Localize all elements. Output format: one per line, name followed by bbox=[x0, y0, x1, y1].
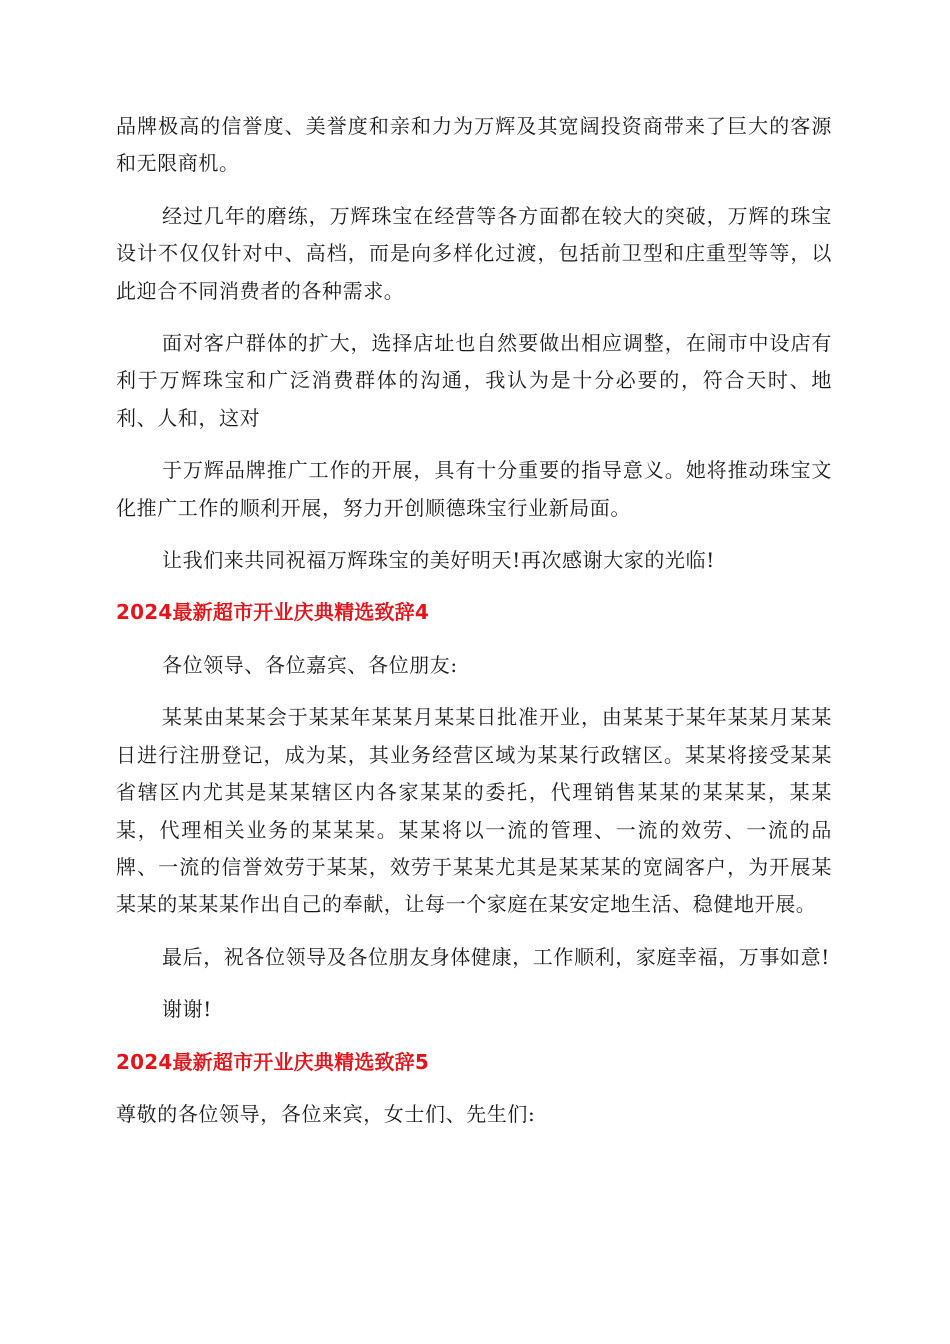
document-body bbox=[116, 108, 832, 1148]
section-heading-4: 2024最新超市开业庆典精选致辞4 bbox=[116, 600, 429, 625]
paragraph-years-of-training: 经过几年的磨练，万辉珠宝在经营等各方面都在较大的突破，万辉的珠宝设计不仅仅针对中、高档，而是向多样化过渡，包括前卫型和庄重型等等，以此迎合不同消费者的各种需求。 bbox=[116, 203, 832, 303]
paragraph-customer-expansion: 面对客户群体的扩大，选择店址也自然要做出相应调整，在闹市中设店有利于万辉珠宝和广泛消费群体的沟通，我认为是十分必要的，符合天时、地利、人和，这对 bbox=[116, 331, 832, 430]
paragraph-brand-reputation: 品牌极高的信誉度、美誉度和亲和力为万辉及其宽阔投资商带来了巨大的客源和无限商机。 bbox=[116, 114, 832, 176]
paragraph-greeting-5: 尊敬的各位领导，各位来宾，女士们、先生们: bbox=[116, 1101, 536, 1126]
paragraph-blessing: 让我们来共同祝福万辉珠宝的美好明天!再次感谢大家的光临! bbox=[162, 548, 715, 573]
paragraph-wishes: 最后，祝各位领导及各位朋友身体健康，工作顺利，家庭幸福，万事如意! bbox=[162, 944, 830, 969]
paragraph-brand-promotion: 于万辉品牌推广工作的开展，具有十分重要的指导意义。她将推动珠宝文化推广工作的顺利开展，努力开创顺德珠宝行业新局面。 bbox=[116, 458, 832, 520]
section-heading-5: 2024最新超市开业庆典精选致辞5 bbox=[116, 1049, 429, 1074]
paragraph-business-intro: 某某由某某会于某某年某某月某某日批准开业，由某某于某年某某月某某日进行注册登记，成为某，其业务经营区域为某某行政辖区。某某将接受某某省辖区内尤其是某某辖区内各家某某的委托，代理销售某某的某某某，某某某，代理相关业务的某某某。某某将以一流的管理、一流的效劳、一流的品牌、一流的信誉效劳于某某，效劳于某某尤其是某某某的宽阔客户，为开展某某某的某某某作出自己的奉献，让每一个家庭在某安定地生活、稳健地开展。 bbox=[116, 705, 832, 917]
paragraph-greeting-4: 各位领导、各位嘉宾、各位朋友: bbox=[162, 652, 458, 677]
paragraph-thanks: 谢谢! bbox=[162, 997, 212, 1022]
